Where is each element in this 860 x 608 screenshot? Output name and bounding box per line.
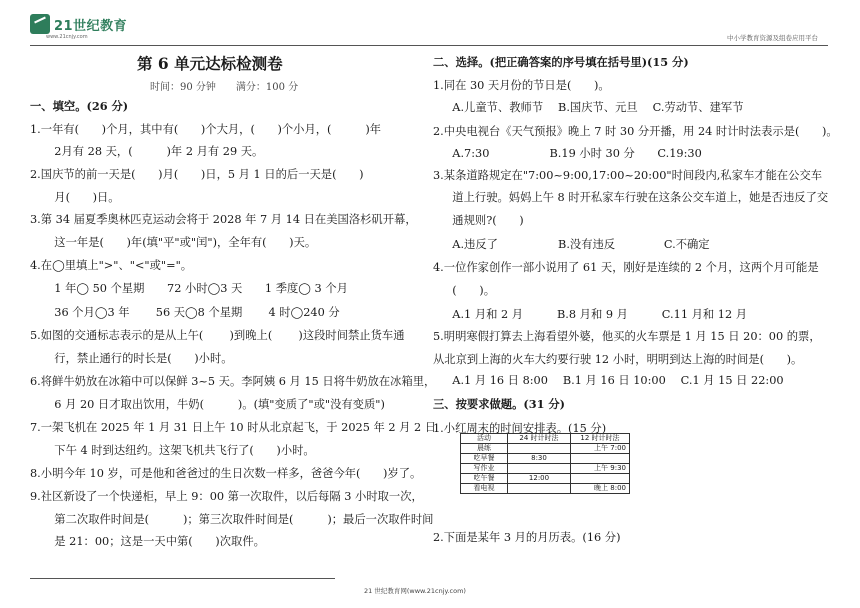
question-line: ( )。 [441,284,496,297]
question-line: 2.下面是某年 3 月的月历表。(16 分) [433,531,621,544]
schedule-cell [571,454,630,464]
schedule-cell [508,484,571,494]
question-line: 1.同在 30 天月份的节日是( )。 [433,79,610,92]
schedule-row [461,454,630,464]
schedule-header-cell: 24 时计时法 [508,434,571,444]
question-line: 9.社区新设了一个快递柜，早上 9：00 第一次取件，以后每隔 3 小时取一次， [30,490,423,503]
schedule-cell: 晨练 [461,444,508,454]
question-line: 36 个月◯3 年 56 天◯8 个星期 4 时◯240 分 [43,306,340,319]
header-platform-text: 中小学教育资源及组卷应用平台 [727,34,818,42]
question-line: 第二次取件时间是( )；第三次取件时间是( )；最后一次取件时间 [43,513,434,526]
question-line: 4.一位作家创作一部小说用了 61 天，刚好是连续的 2 个月，这两个月可能是 [433,261,819,274]
schedule-header-cell: 12 时计时法 [571,434,630,444]
question-line: 从北京到上海的火车大约要行驶 12 小时，明明到达上海的时间是( )。 [433,353,803,366]
question-line: 1.一年有( )个月，其中有( )个大月，( )个小月，( )年 [30,123,382,136]
question-line: 一、填空。(26 分) [30,99,129,113]
question-line: A.违反了 B.没有违反 C.不确定 [441,238,710,251]
schedule-cell: 看电视 [461,484,508,494]
question-line: 2.中央电视台《天气预报》晚上 7 时 30 分开播，用 24 时计时法表示是( )。 [433,125,838,138]
question-line: 1 年◯ 50 个星期 72 小时◯3 天 1 季度◯ 3 个月 [43,282,348,295]
question-line: 这一年是( )年(填"平"或"闰")，全年有( )天。 [43,236,317,249]
exam-info: 时间：90 分钟 满分：100 分 [150,82,299,93]
question-line: 是 21：00；这是一天中第( )次取件。 [43,535,265,548]
schedule-row [461,484,630,494]
schedule-cell: 吃早餐 [461,454,508,464]
question-line: 4.在◯里填上">"、"<"或"="。 [30,259,193,272]
page-title: 第 6 单元达标检测卷 [137,54,283,73]
question-line: A.儿童节、教师节 B.国庆节、元旦 C.劳动节、建军节 [441,101,744,114]
question-line: A.1 月和 2 月 B.8 月和 9 月 C.11 月和 12 月 [441,308,748,321]
schedule-cell: 上午 9:30 [571,464,630,474]
schedule-cell: 12:00 [508,474,571,484]
logo-text: 21世纪教育 [54,18,128,34]
schedule-cell: 晚上 8:00 [571,484,630,494]
question-line: 二、选择。(把正确答案的序号填在括号里)(15 分) [433,55,689,69]
schedule-cell: 上午 7:00 [571,444,630,454]
question-line: 月( )日。 [43,191,120,204]
question-line: 行，禁止通行的时长是( )小时。 [43,352,233,365]
schedule-cell [508,444,571,454]
question-line: 6 月 20 日才取出饮用，牛奶( )。(填"变质了"或"没有变质") [43,398,385,411]
question-line: 5.明明寒假打算去上海看望外婆，他买的火车票是 1 月 15 日 20：00 的票， [433,330,821,343]
question-line: 2月有 28 天，( )年 2 月有 29 天。 [43,145,264,158]
question-line: 通规则?( ) [441,214,524,227]
question-line: 道上行驶。妈妈上午 8 时开私家车行驶在这条公交车道上，她是否违反了交 [441,191,829,204]
schedule-cell: 吃午餐 [461,474,508,484]
question-line: 1.小红周末的时间安排表。(15 分) [433,422,607,435]
schedule-cell: 写作业 [461,464,508,474]
header-divider [30,45,828,46]
question-line: 下午 4 时到达纽约。这架飞机共飞行了( )小时。 [43,444,315,457]
question-line: 7.一架飞机在 2025 年 1 月 31 日上午 10 时从北京起飞，于 2025 年 2 月 2 日 [30,421,437,434]
question-line: 三、按要求做题。(31 分) [433,397,566,411]
schedule-row [461,474,630,484]
schedule-cell: 8:30 [508,454,571,464]
question-line: 3.某条道路规定在"7:00~9:00,17:00~20:00"时间段内,私家车才能在公交车 [433,169,823,182]
logo-runner-icon [30,14,50,34]
logo [30,14,127,34]
schedule-cell [508,464,571,474]
schedule-cell [571,474,630,484]
question-line: 6.将鲜牛奶放在冰箱中可以保鲜 3~5 天。李阿姨 6 月 15 日将牛奶放在冰箱里， [30,375,436,388]
schedule-row [461,464,630,474]
footer-divider [30,578,335,579]
schedule-table [460,433,630,494]
question-line: 5.如图的交通标志表示的是从上午( )到晚上( )这段时间禁止货车通 [30,329,405,342]
schedule-row [461,444,630,454]
schedule-header-row [461,434,630,444]
schedule-header-cell: 活动 [461,434,508,444]
question-line: 3.第 34 届夏季奥林匹克运动会将于 2028 年 7 月 14 日在美国洛杉矶开幕， [30,213,417,226]
logo-url: www.21cnjy.com [46,34,88,40]
question-line: A.7:30 B.19 小时 30 分 C.19:30 [441,147,702,160]
footer-text: 21 世纪教育网(www.21cnjy.com) [364,587,466,595]
question-line: 8.小明今年 10 岁，可是他和爸爸过的生日次数一样多，爸爸今年( )岁了。 [30,467,422,480]
question-line: 2.国庆节的前一天是( )月( )日，5 月 1 日的后一天是( ) [30,168,364,181]
question-line: A.1 月 16 日 8:00 B.1 月 16 日 10:00 C.1 月 15 日 22:00 [441,374,784,387]
